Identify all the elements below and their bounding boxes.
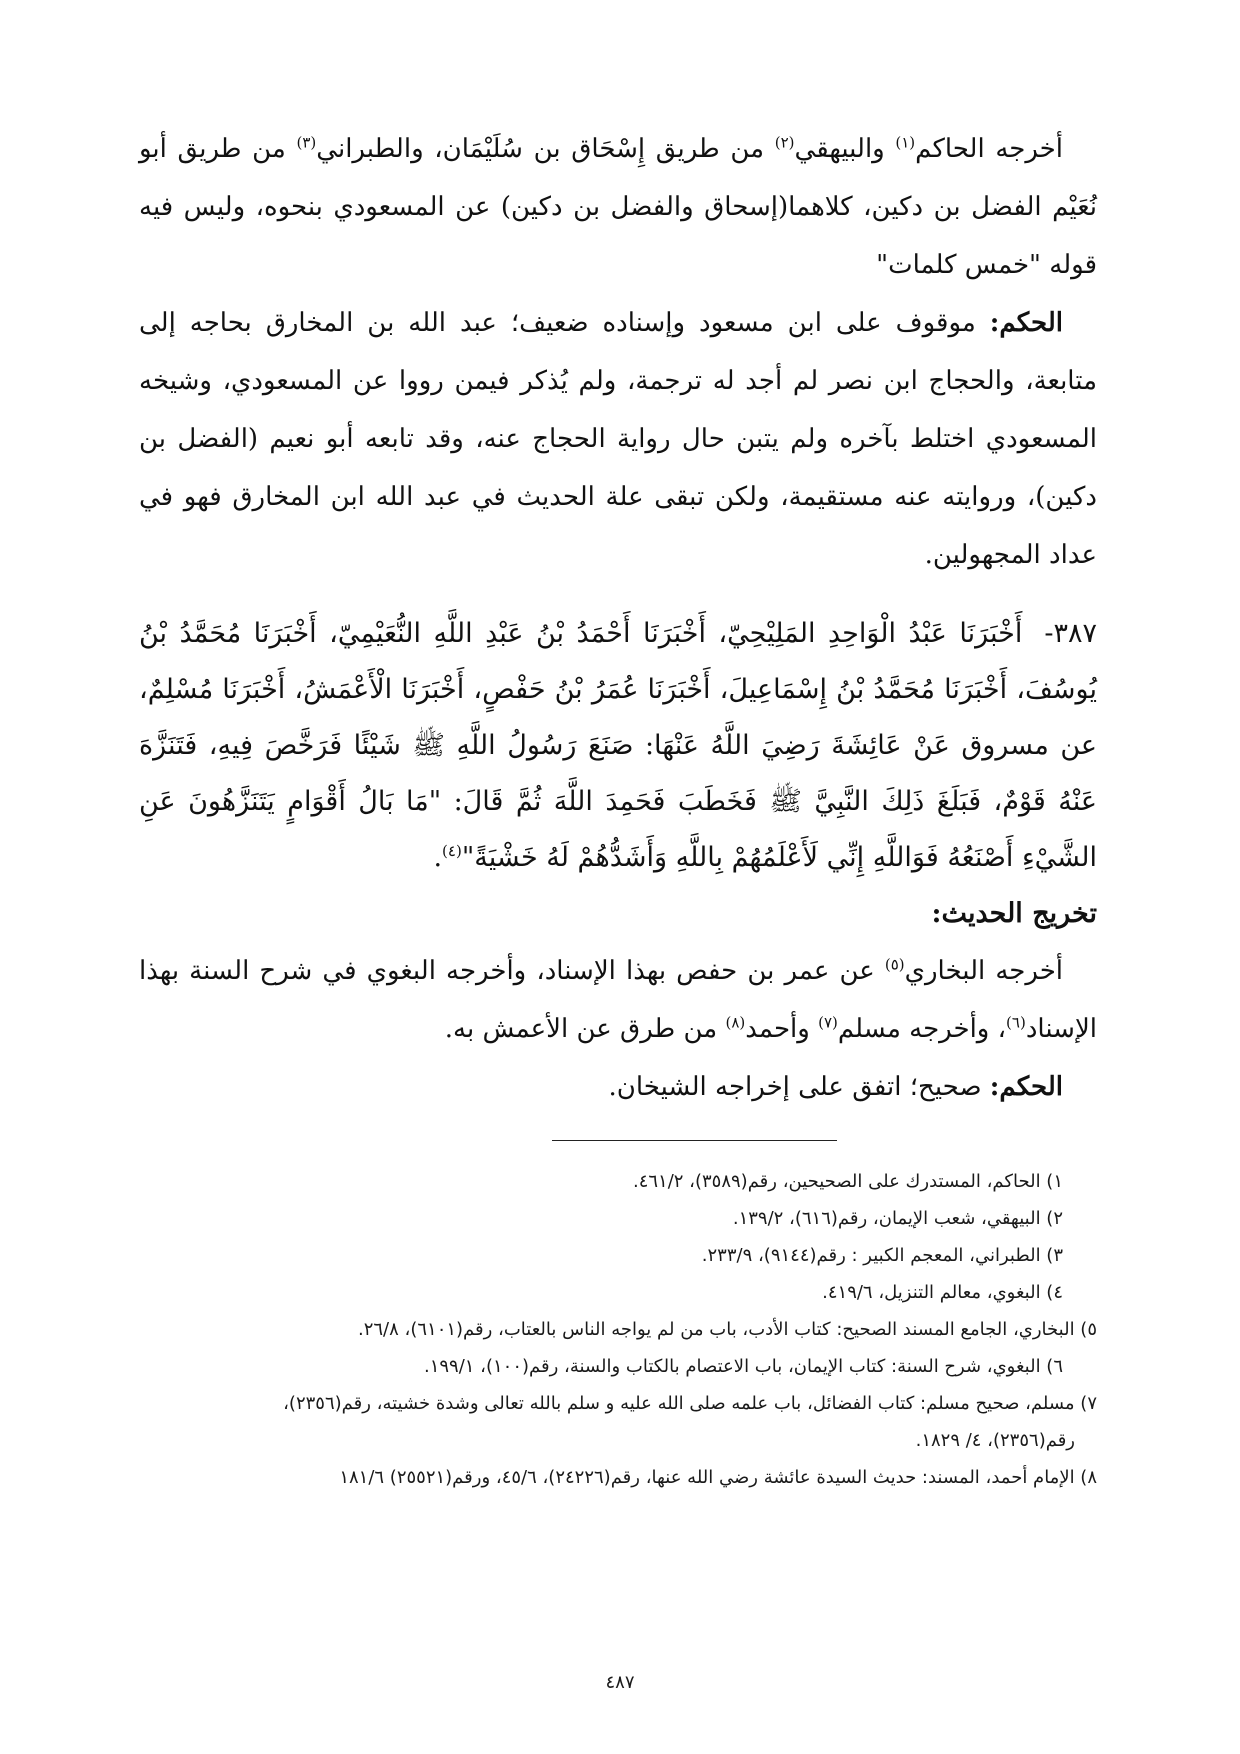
footnote-ref-5[interactable]: (٥) (884, 955, 905, 974)
footnote-ref-7[interactable]: (٧) (818, 1013, 838, 1032)
hadith-number: ٣٨٧- (1044, 618, 1097, 649)
page-body (139, 120, 1097, 1496)
ruling-label: الحكم: (989, 308, 1063, 338)
footnote-ref-2[interactable]: (٢) (774, 133, 795, 152)
footnotes-list (139, 1163, 1097, 1496)
paragraph-takhrij-2: أخرجه البخاري$^{(٥)}$ عن عمر بن حفص بهذا الإسناد، وأخرجه البغوي في شرح السنة بهذا الإسناد$^{(٦)}$، وأخرجه مسلم$^{(٧)}$ وأحمد$^{(٨)}$ من طرق عن الأعمش به. (139, 955, 1097, 1044)
page-number: ٤٨٧ (605, 1672, 635, 1693)
footnote-ref-4[interactable]: (٤) (442, 842, 462, 860)
footnote-ref-3[interactable]: (٣) (296, 133, 317, 152)
ruling-label: الحكم: (989, 1072, 1063, 1102)
footnote-2: ٢) البيهقي، شعب الإيمان، رقم(٦١٦)، ١٣٩/٢. (732, 1208, 1063, 1229)
footnote-4: ٤) البغوي، معالم التنزيل، ٤١٩/٦. (822, 1282, 1063, 1303)
paragraph-ruling-2: الحكم: صحيح؛ اتفق على إخراجه الشيخان. (608, 1072, 1063, 1102)
section-heading-takhrij: تخريج الحديث: (931, 898, 1097, 929)
footnote-7: ٧) مسلم، صحيح مسلم: كتاب الفضائل، باب علمه صلى الله عليه و سلم بالله تعالى وشدة خشيته، رقم(٢٣٥٦)، (283, 1393, 1097, 1414)
hadith-text: ٣٨٧-أَخْبَرَنَا عَبْدُ الْوَاحِدِ المَلِيْحِيّ، أَخْبَرَنَا أَحْمَدُ بْنُ عَبْدِ اللَّهِ النُّعَيْمِيّ، أَخْبَرَنَا مُحَمَّدُ بْنُ يُوسُفَ، أَخْبَرَنَا مُحَمَّدُ بْنُ إِسْمَاعِيلَ، أَخْبَرَنَا عُمَرُ بْنُ حَفْصٍ، أَخْبَرَنَا الْأَعْمَشُ، أَخْبَرَنَا مُسْلِمٌ، عن مسروق عَنْ عَائِشَةَ رَضِيَ اللَّهُ عَنْهَا: صَنَعَ رَسُولُ اللَّهِ ﷺ شَيْئًا فَرَخَّصَ فِيهِ، فَتَنَزَّهَ عَنْهُ قَوْمٌ، فَبَلَغَ ذَلِكَ النَّبِيَّ ﷺ فَخَطَبَ فَحَمِدَ اللَّهَ ثُمَّ قَالَ: "مَا بَالُ أَقْوَامٍ يَتَنَزَّهُونَ عَنِ الشَّيْءِ أَصْنَعُهُ فَوَاللَّهِ إِنِّي لَأَعْلَمُهُمْ بِاللَّهِ وَأَشَدُّهُمْ لَهُ خَشْيَةً"$^{(٤)}$. (139, 618, 1097, 873)
footnote-5: ٥) البخاري، الجامع المسند الصحيح: كتاب الأدب، باب من لم يواجه الناس بالعتاب، رقم(٦١٠١)، ٢٦/٨. (357, 1319, 1097, 1340)
paragraph-takhrij-1: أخرجه الحاكم$^{(١)}$ والبيهقي$^{(٢)}$ من طريق إِسْحَاق بن سُلَيْمَان، والطبراني$^{(٣)}$ من طريق أبو نُعَيْم الفضل بن دكين، كلاهما(إسحاق والفضل بن دكين) عن المسعودي بنحوه، وليس فيه قوله "خمس كلمات" (139, 133, 1097, 280)
footnote-ref-6[interactable]: (٦) (1006, 1013, 1026, 1032)
footnote-separator (552, 1140, 837, 1141)
footnote-7-continued: رقم(٢٣٥٦)، ٤/ ١٨٢٩. (915, 1430, 1075, 1451)
paragraph-ruling-1: الحكم: موقوف على ابن مسعود وإسناده ضعيف؛ عبد الله بن المخارق بحاجه إلى متابعة، والحجاج ابن نصر لم أجد له ترجمة، ولم يُذكر فيمن رووا عن المسعودي، وشيخه المسعودي اختلط بآخره ولم يتبن حال رواية الحجاج عنه، وقد تابعه أبو نعيم (الفضل بن دكين)، وروايته عنه مستقيمة، ولكن تبقى علة الحديث في عبد الله ابن المخارق فهو في عداد المجهولين. (139, 308, 1097, 570)
footnote-ref-8[interactable]: (٨) (725, 1013, 746, 1032)
footnote-8: ٨) الإمام أحمد، المسند: حديث السيدة عائشة رضي الله عنها، رقم(٢٤٢٢٦)، ٤٥/٦، ورقم(٢٥٥٢١) ١٨١/٦ (339, 1467, 1097, 1488)
footnote-1: ١) الحاكم، المستدرك على الصحيحين، رقم(٣٥٨٩)، ٤٦١/٢. (632, 1171, 1063, 1192)
footnote-ref-1[interactable]: (١) (895, 133, 916, 152)
footnote-3: ٣) الطبراني، المعجم الكبير : رقم(٩١٤٤)، ٢٣٣/٩. (701, 1245, 1063, 1266)
footnote-6: ٦) البغوي، شرح السنة: كتاب الإيمان، باب الاعتصام بالكتاب والسنة، رقم(١٠٠)، ١٩٩/١. (423, 1356, 1063, 1377)
